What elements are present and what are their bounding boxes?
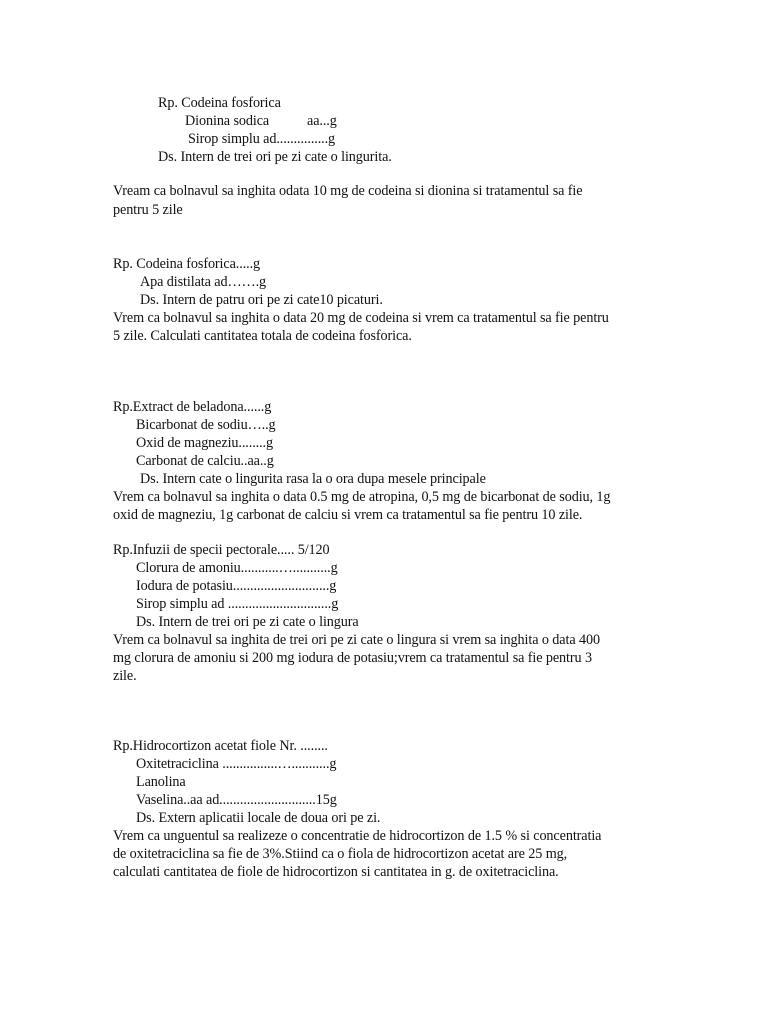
rx1-line-2: Dionina sodica aa...g [185,113,337,129]
rx4-paragraph-line-3: zile. [113,668,137,684]
rx3-paragraph-line-2: oxid de magneziu, 1g carbonat de calciu si vrem ca tratamentul sa fie pentru 10 zile. [113,507,583,523]
rx1-paragraph-line-1: Vream ca bolnavul sa inghita odata 10 mg de codeina si dionina si tratamentul sa fie [113,183,583,199]
rx1-line-1: Rp. Codeina fosforica [158,95,281,111]
rx5-line-2: Oxitetraciclina ................…...........g [136,756,337,772]
rx5-paragraph-line-1: Vrem ca unguentul sa realizeze o concentratie de hidrocortizon de 1.5 % si concentratia [113,828,602,844]
rx2-line-1: Rp. Codeina fosforica.....g [113,256,261,272]
rx5-line-3: Lanolina [136,774,186,790]
rx2-paragraph-line-2: 5 zile. Calculati cantitatea totala de codeina fosforica. [113,328,412,344]
rx5-line-1: Rp.Hidrocortizon acetat fiole Nr. ........ [113,738,328,754]
rx3-line-4: Carbonat de calciu..aa..g [136,453,274,469]
rx2-line-3: Ds. Intern de patru ori pe zi cate10 picaturi. [140,292,383,308]
rx3-line-5: Ds. Intern cate o lingurita rasa la o ora dupa mesele principale [140,471,486,487]
rx3-line-1: Rp.Extract de beladona......g [113,399,272,415]
rx5-paragraph-line-2: de oxitetraciclina sa fie de 3%.Stiind ca o fiola de hidrocortizon acetat are 25 mg, [113,846,568,862]
rx1-paragraph-line-2: pentru 5 zile [113,202,183,218]
rx2-paragraph-line-1: Vrem ca bolnavul sa inghita o data 20 mg de codeina si vrem ca tratamentul sa fie pentru [113,310,609,326]
rx2-line-2: Apa distilata ad…….g [140,274,267,290]
rx5-paragraph-line-3: calculati cantitatea de fiole de hidrocortizon si cantitatea in g. de oxitetraciclina. [113,864,559,880]
rx3-line-3: Oxid de magneziu........g [136,435,273,451]
rx4-line-2: Clorura de amoniu...........…...........g [136,560,338,576]
rx4-line-1: Rp.Infuzii de specii pectorale..... 5/120 [113,542,330,558]
rx1-line-3: Sirop simplu ad...............g [188,131,336,147]
rx4-line-4: Sirop simplu ad ..............................g [136,596,339,612]
rx4-line-5: Ds. Intern de trei ori pe zi cate o lingura [136,614,359,630]
rx3-line-2: Bicarbonat de sodiu…..g [136,417,276,433]
rx5-line-5: Ds. Extern aplicatii locale de doua ori pe zi. [136,810,381,826]
rx5-line-4: Vaselina..aa ad............................15g [136,792,337,808]
rx4-line-3: Iodura de potasiu............................g [136,578,337,594]
rx3-paragraph-line-1: Vrem ca bolnavul sa inghita o data 0.5 mg de atropina, 0,5 mg de bicarbonat de sodiu, 1g [113,489,611,505]
rx4-paragraph-line-2: mg clorura de amoniu si 200 mg iodura de potasiu;vrem ca tratamentul sa fie pentru 3 [113,650,592,666]
rx1-line-4: Ds. Intern de trei ori pe zi cate o lingurita. [158,149,392,165]
rx4-paragraph-line-1: Vrem ca bolnavul sa inghita de trei ori pe zi cate o lingura si vrem sa inghita o data 400 [113,632,600,648]
